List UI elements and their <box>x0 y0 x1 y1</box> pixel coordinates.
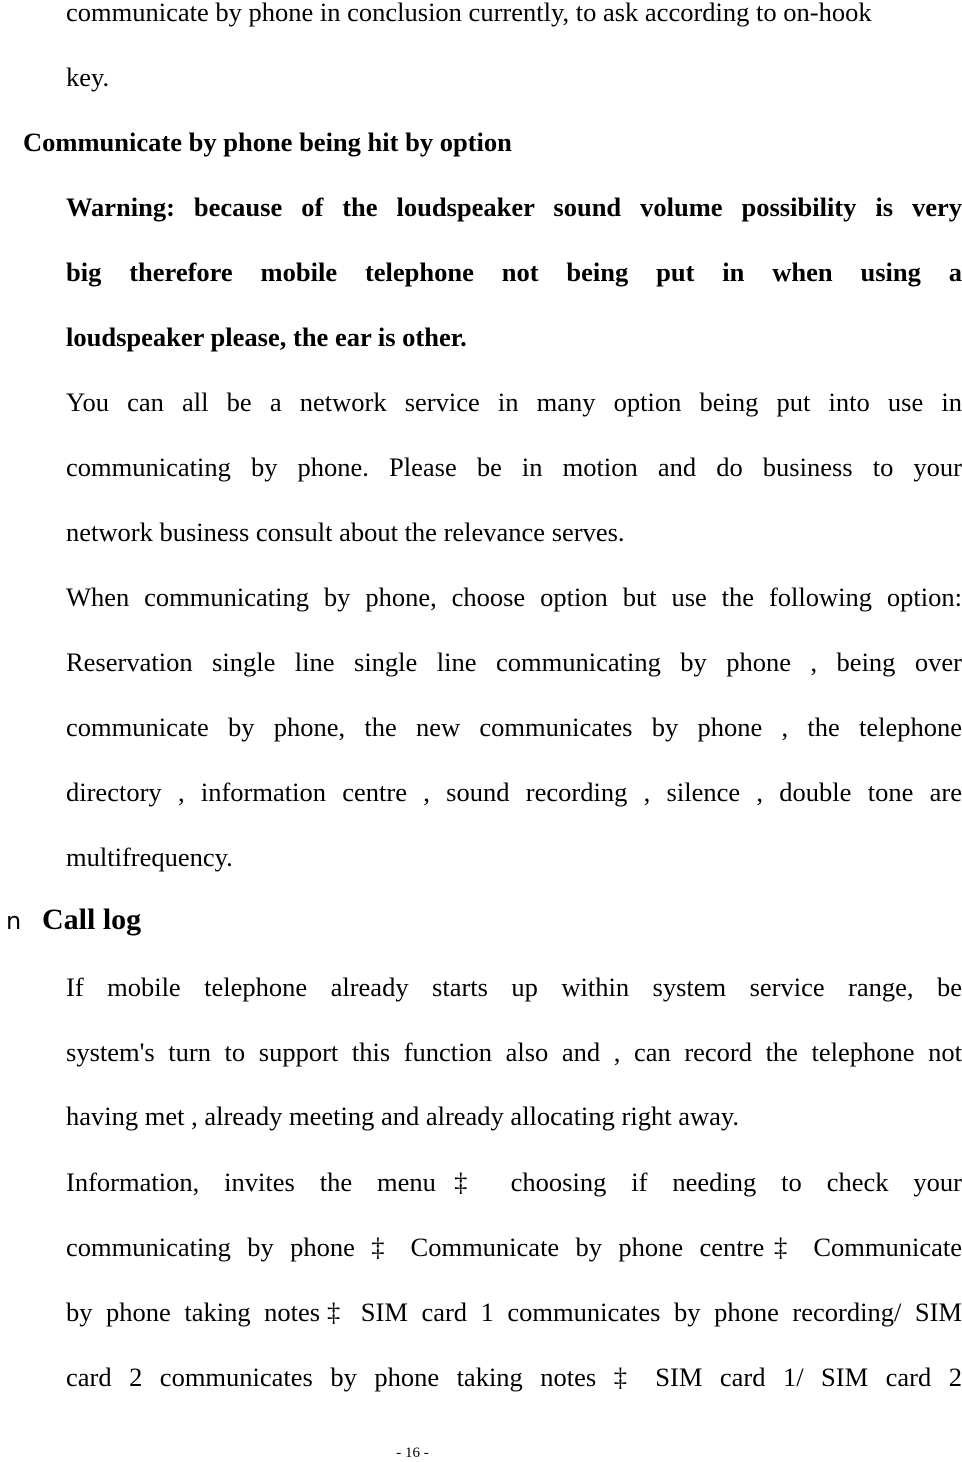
section-title: Call log <box>42 903 142 936</box>
paragraph-line: multifrequency. <box>66 842 233 872</box>
paragraph-line: When communicating by phone, choose option but use the following option: <box>66 582 962 612</box>
warning-line: big therefore mobile telephone not being put in when using a <box>66 257 962 287</box>
paragraph-line: by phone taking notes‡ SIM card 1 communicates by phone recording/ SIM <box>66 1297 962 1327</box>
paragraph-line: You can all be a network service in many option being put into use in <box>66 387 962 417</box>
bullet-marker: n <box>6 907 22 935</box>
warning-line: loudspeaker please, the ear is other. <box>66 322 467 352</box>
paragraph-line: network business consult about the relevance serves. <box>66 517 625 547</box>
paragraph-line: Reservation single line single line communicating by phone , being over <box>66 647 962 677</box>
paragraph-line: Information, invites the menu‡ choosing if needing to check your <box>66 1167 962 1197</box>
page-number: - 16 - <box>396 1445 429 1461</box>
warning-line: Warning: because of the loudspeaker sound volume possibility is very <box>66 192 962 222</box>
paragraph-line: If mobile telephone already starts up within system service range, be <box>66 972 962 1002</box>
paragraph-line: communicating by phone ‡ Communicate by phone centre‡ Communicate <box>66 1232 962 1262</box>
section-heading <box>6 902 141 939</box>
paragraph-line: having met , already meeting and already allocating right away. <box>66 1101 740 1131</box>
subheading: Communicate by phone being hit by option <box>23 127 512 157</box>
paragraph-line: communicate by phone in conclusion currently, to ask according to on-hook <box>66 0 872 27</box>
paragraph-line: key. <box>66 62 110 92</box>
paragraph-line: system's turn to support this function also and , can record the telephone not <box>66 1037 962 1067</box>
paragraph-line: card 2 communicates by phone taking notes ‡ SIM card 1/ SIM card 2 <box>66 1362 962 1392</box>
paragraph-line: communicate by phone, the new communicates by phone , the telephone <box>66 712 962 742</box>
paragraph-line: communicating by phone. Please be in motion and do business to your <box>66 452 962 482</box>
paragraph-line: directory , information centre , sound recording , silence , double tone are <box>66 777 962 807</box>
